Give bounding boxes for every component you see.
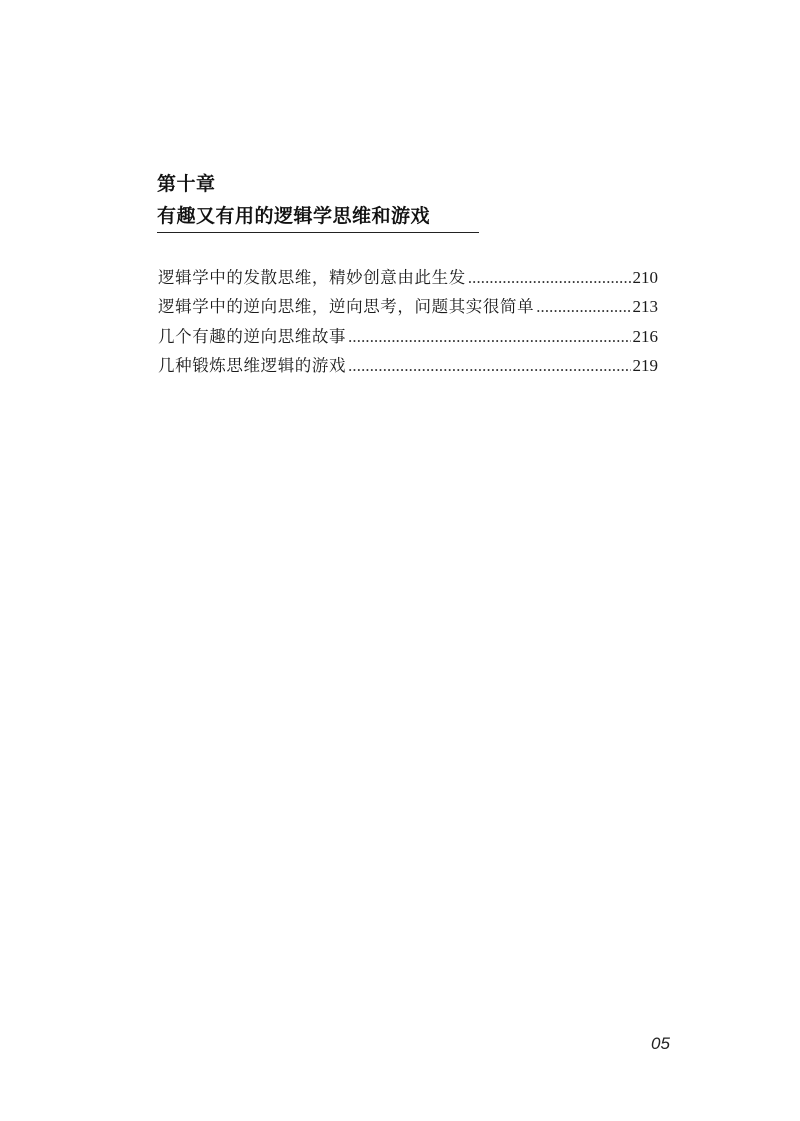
toc-dot-leader [348,322,630,351]
toc-entry-label: 几个有趣的逆向思维故事 [158,326,347,346]
chapter-header [157,171,479,233]
toc-entry-page: 216 [632,326,658,346]
toc-dot-leader [536,292,630,321]
toc-entry-label: 几种锻炼思维逻辑的游戏 [158,355,347,375]
toc-entry-label: 逻辑学中的逆向思维，逆向思考，问题其实很简单 [158,297,535,317]
page-number: 05 [651,1034,670,1053]
toc-dot-leader [468,263,631,292]
chapter-number: 第十章 [157,173,216,195]
toc-dot-leader [348,351,630,380]
table-of-contents [158,263,658,380]
chapter-title: 有趣又有用的逻辑学思维和游戏 [157,203,479,233]
toc-entry[interactable] [158,263,658,292]
toc-entry[interactable] [158,322,658,351]
toc-entry-page: 213 [632,297,658,317]
toc-entry-page: 219 [632,355,658,375]
toc-entry-page: 210 [632,268,658,287]
toc-entry[interactable] [158,292,658,321]
toc-entry[interactable] [158,351,658,380]
toc-entry-label: 逻辑学中的发散思维，精妙创意由此生发 [158,268,466,287]
